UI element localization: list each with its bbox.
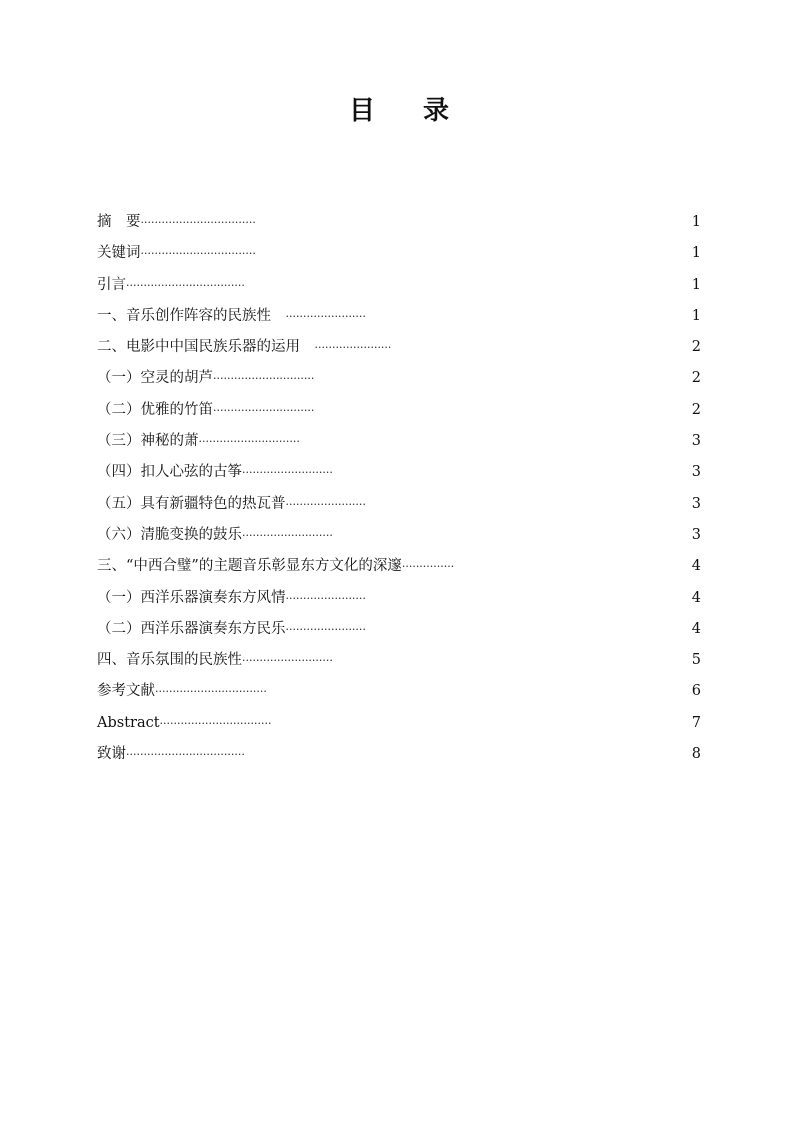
toc-page-number: 8 [691,746,701,763]
table-of-contents [97,207,703,770]
toc-entry-label: （一）空灵的胡芦 [97,370,213,387]
toc-entry-label: 引言 [97,276,126,293]
toc-entry-label: 三、“中西合璧”的主题音乐彰显东方文化的深邃 [97,558,402,575]
toc-leader-dots: ································· [140,247,256,261]
toc-entry[interactable] [97,395,703,426]
toc-leader-dots: ······················ [314,341,392,355]
toc-entry[interactable] [97,614,703,645]
toc-entry-label: （二）优雅的竹笛 [97,401,213,418]
toc-leader-dots: ································· [140,216,256,229]
toc-page-number: 3 [691,495,701,512]
toc-entry-label: 摘 要 [97,214,141,230]
toc-entry[interactable] [97,551,703,582]
toc-entry[interactable] [97,270,703,301]
toc-leader-dots: ······················· [285,309,366,323]
toc-leader-dots: ······················· [285,622,366,636]
toc-entry-label: （二）西洋乐器演奏东方民乐 [97,620,286,637]
toc-leader-dots: ·························· [242,528,333,542]
toc-entry[interactable] [97,583,703,614]
toc-leader-dots: ·································· [126,748,245,762]
toc-entry[interactable] [97,426,703,457]
toc-entry[interactable] [97,489,703,520]
toc-entry[interactable] [97,363,703,394]
toc-page-number: 3 [691,433,701,450]
toc-leader-dots: ····························· [213,403,315,417]
toc-entry-label: 二、电影中中国民族乐器的运用 [97,339,315,356]
toc-page-number: 3 [691,526,701,543]
toc-leader-dots: ··············· [401,560,455,574]
toc-entry-label: 参考文献 [97,683,155,700]
toc-page-number: 1 [691,276,701,293]
toc-entry-label: （三）神秘的萧 [97,433,199,450]
toc-entry[interactable] [97,708,703,739]
toc-leader-dots: ································ [159,716,272,730]
toc-entry-label: （四）扣人心弦的古筝 [97,464,242,481]
toc-entry-label: 致谢 [97,746,126,763]
toc-entry-label: （一）西洋乐器演奏东方风情 [97,589,286,606]
page-title [0,90,800,127]
toc-leader-dots: ·························· [242,466,333,480]
toc-leader-dots: ······················· [285,497,366,511]
toc-leader-dots: ································ [155,685,267,699]
toc-entry[interactable] [97,645,703,676]
toc-leader-dots: ·························· [242,654,333,668]
toc-page-number: 4 [691,589,701,606]
toc-entry[interactable] [97,238,703,269]
toc-entry-label: （五）具有新疆特色的热瓦普 [97,495,286,512]
toc-entry[interactable] [97,207,703,238]
toc-page-number: 1 [691,307,701,324]
toc-page-number: 6 [691,683,701,700]
toc-entry[interactable] [97,739,703,770]
title-char-left: 目 [348,96,377,126]
toc-page-number: 2 [691,339,701,356]
toc-entry[interactable] [97,457,703,488]
toc-page-number: 4 [691,620,701,637]
toc-entry-label: （六）清脆变换的鼓乐 [97,526,242,543]
toc-entry-label: 一、音乐创作阵容的民族性 [97,307,286,324]
toc-page-number: 5 [691,652,701,669]
toc-entry-label: 四、音乐氛围的民族性 [97,652,242,669]
toc-page-number: 2 [691,370,701,387]
toc-leader-dots: ····························· [213,372,315,386]
toc-entry-label: 关键词 [97,245,141,262]
toc-leader-dots: ·································· [126,278,245,292]
title-char-right: 录 [423,96,452,126]
toc-leader-dots: ····························· [198,435,300,449]
toc-page-number: 3 [691,464,701,481]
toc-entry[interactable] [97,520,703,551]
toc-entry[interactable] [97,676,703,707]
toc-page-number: 1 [691,214,701,230]
toc-entry[interactable] [97,332,703,363]
toc-page-number: 4 [691,558,701,575]
toc-leader-dots: ······················· [285,591,366,605]
toc-entry-label: Abstract [97,714,160,731]
toc-entry[interactable] [97,301,703,332]
toc-page-number: 1 [691,245,701,262]
toc-page-number: 7 [691,714,701,731]
toc-page-number: 2 [691,401,701,418]
